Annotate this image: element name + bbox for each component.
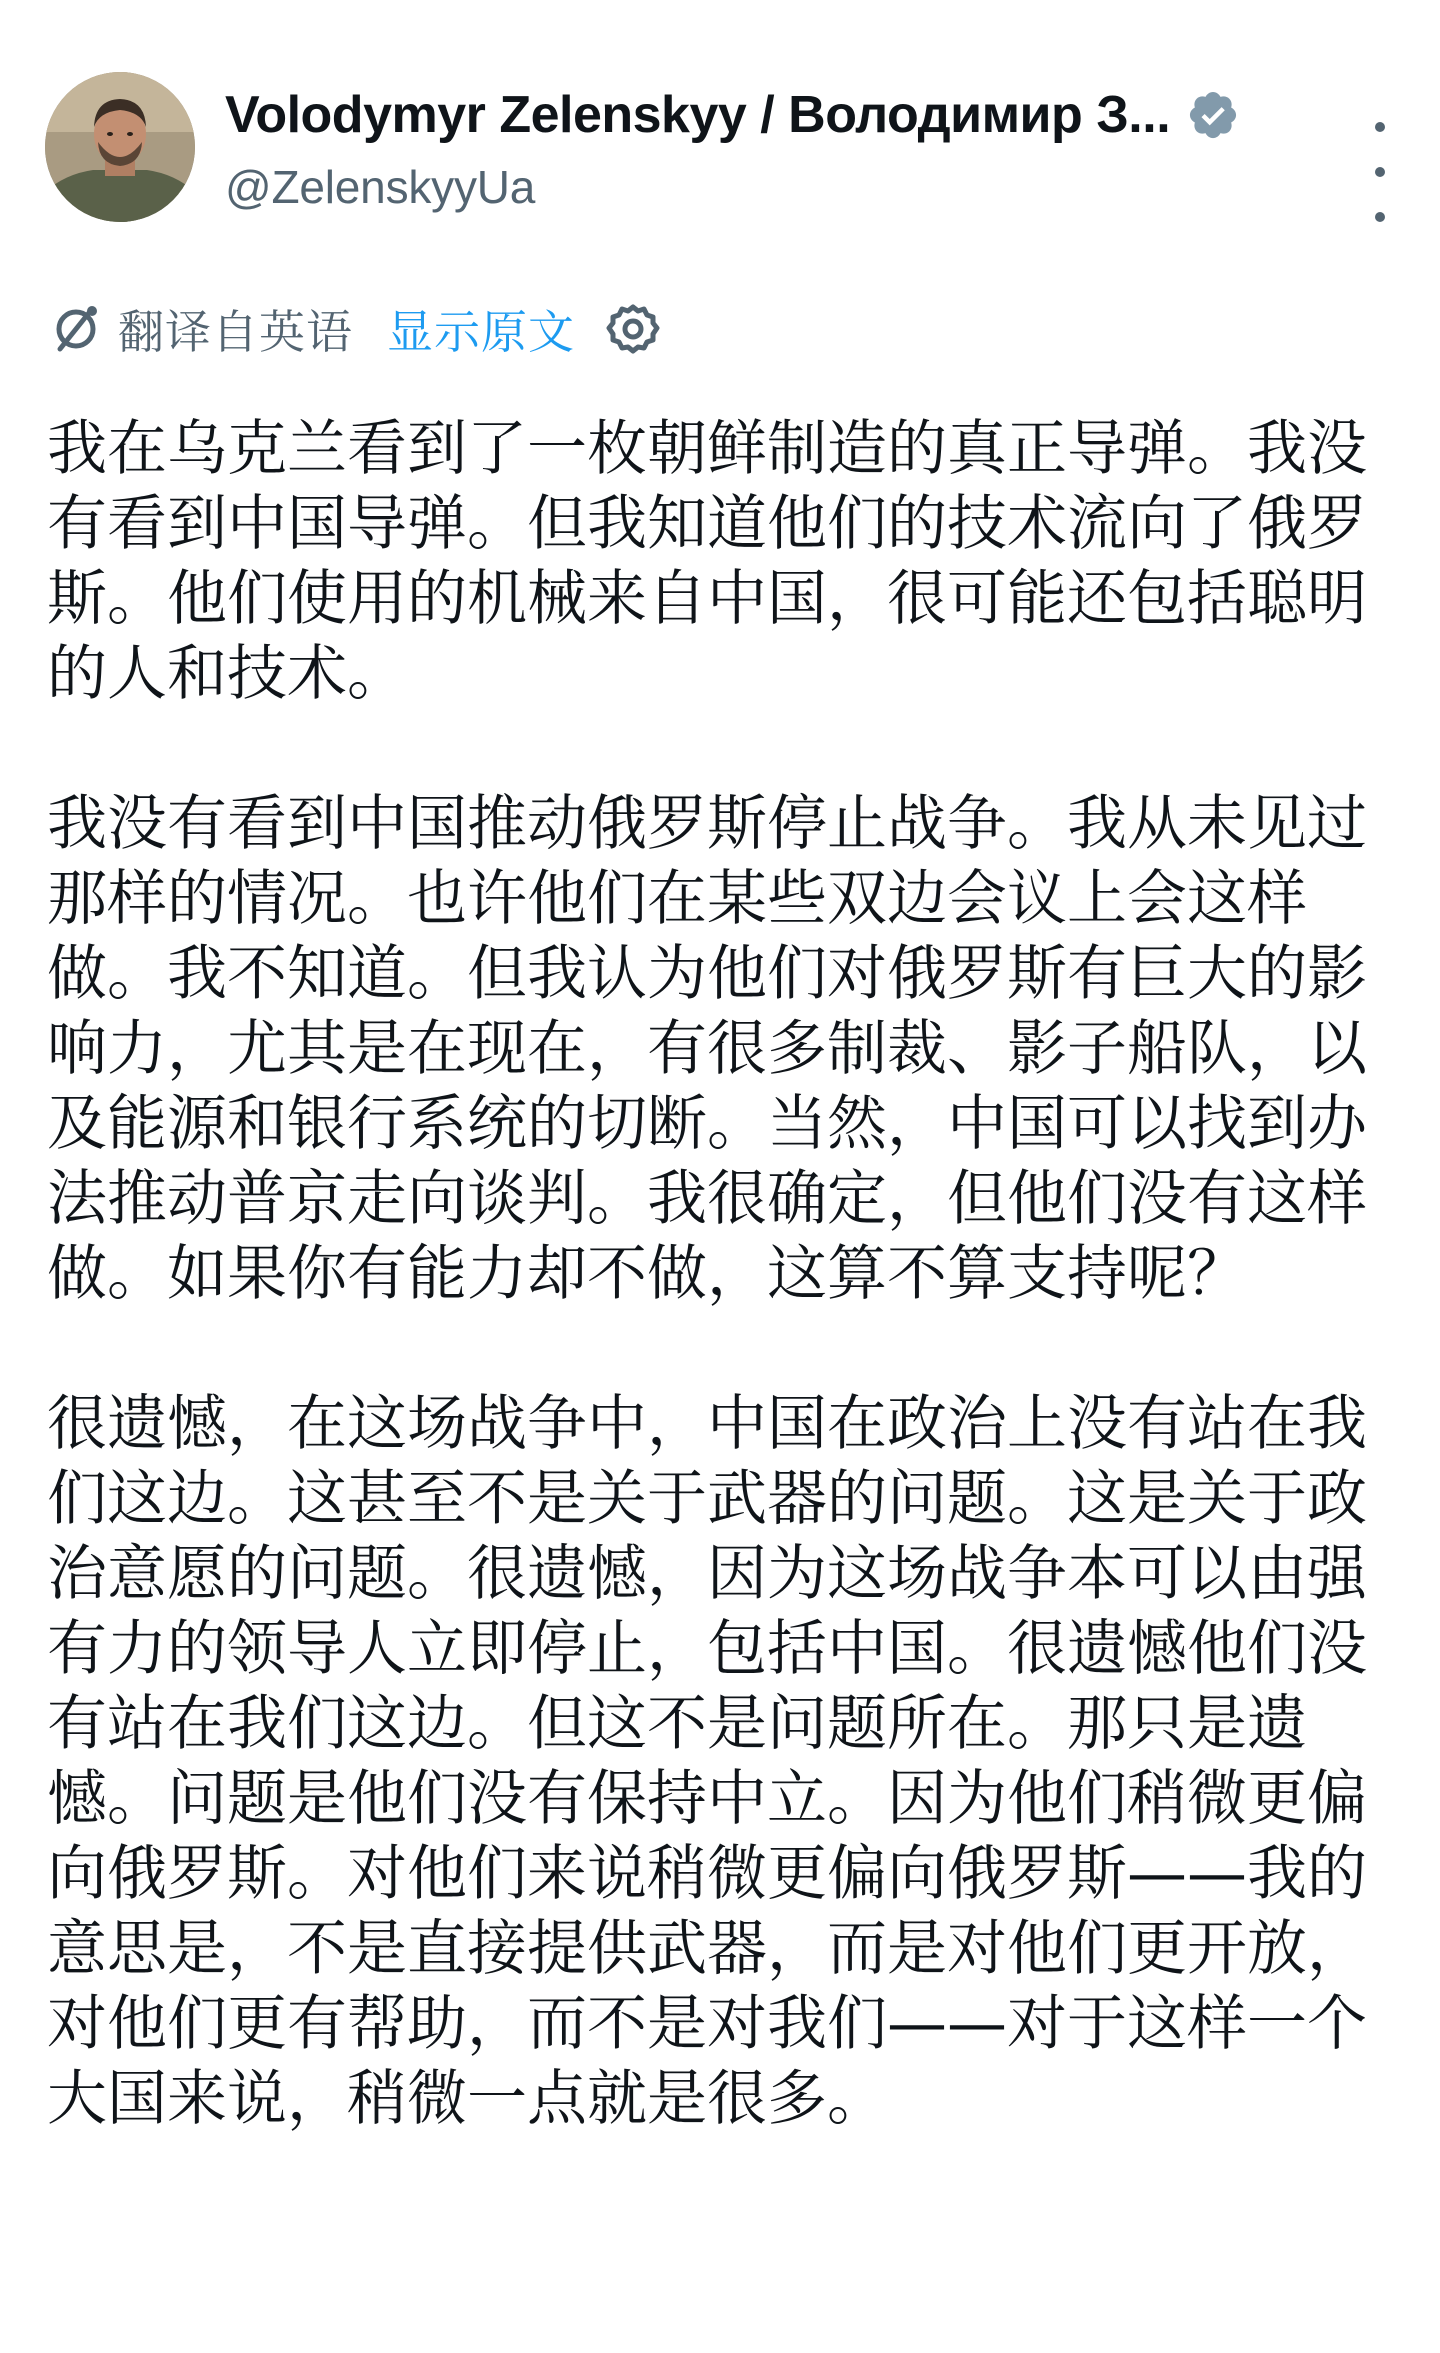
avatar[interactable] bbox=[45, 72, 195, 222]
author-names bbox=[225, 80, 1325, 214]
translated-from-label: 翻译自英语 bbox=[118, 305, 353, 359]
show-original-link[interactable]: 显示原文 bbox=[387, 305, 575, 359]
more-dot bbox=[1375, 122, 1385, 132]
more-options-icon[interactable] bbox=[1365, 122, 1395, 222]
translation-bar bbox=[48, 294, 661, 364]
display-name[interactable]: Volodymyr Zelenskyy / Володимир З... bbox=[225, 86, 1171, 144]
more-dot bbox=[1375, 212, 1385, 222]
post-paragraph: 我在乌克兰看到了一枚朝鲜制造的真正导弹。我没有看到中国导弹。但我知道他们的技术流向了俄罗斯。他们使用的机械来自中国，很可能还包括聪明的人和技术。 bbox=[47, 414, 1367, 709]
avatar-photo-icon bbox=[45, 72, 195, 222]
post-paragraph: 很遗憾，在这场战争中，中国在政治上没有站在我们这边。这甚至不是关于武器的问题。这是关于政治意愿的问题。很遗憾，因为这场战争本可以由强有力的领导人立即停止，包括中国。很遗憾他们没有站在我们这边。但这不是问题所在。那只是遗憾。问题是他们没有保持中立。因为他们稍微更偏向俄罗斯。对他们来说稍微更偏向俄罗斯——我的意思是，不是直接提供武器，而是对他们更开放，对他们更有帮助，而不是对我们——对于这样一个大国来说，稍微一点就是很多。 bbox=[47, 1389, 1367, 2134]
handle[interactable]: @ZelenskyyUa bbox=[225, 161, 536, 213]
display-name-row bbox=[225, 80, 1325, 150]
post-body bbox=[47, 412, 1377, 2137]
verified-badge-icon[interactable] bbox=[1186, 88, 1240, 142]
gear-icon[interactable] bbox=[605, 301, 661, 357]
post-paragraph: 我没有看到中国推动俄罗斯停止战争。我从未见过那样的情况。也许他们在某些双边会议上会这样做。我不知道。但我认为他们对俄罗斯有巨大的影响力，尤其是在现在，有很多制裁、影子船队，以及能源和银行系统的切断。当然，中国可以找到办法推动普京走向谈判。我很确定，但他们没有这样做。如果你有能力却不做，这算不算支持呢？ bbox=[47, 789, 1367, 1309]
post-header bbox=[45, 72, 1395, 232]
more-dot bbox=[1375, 167, 1385, 177]
translate-icon bbox=[48, 301, 104, 357]
